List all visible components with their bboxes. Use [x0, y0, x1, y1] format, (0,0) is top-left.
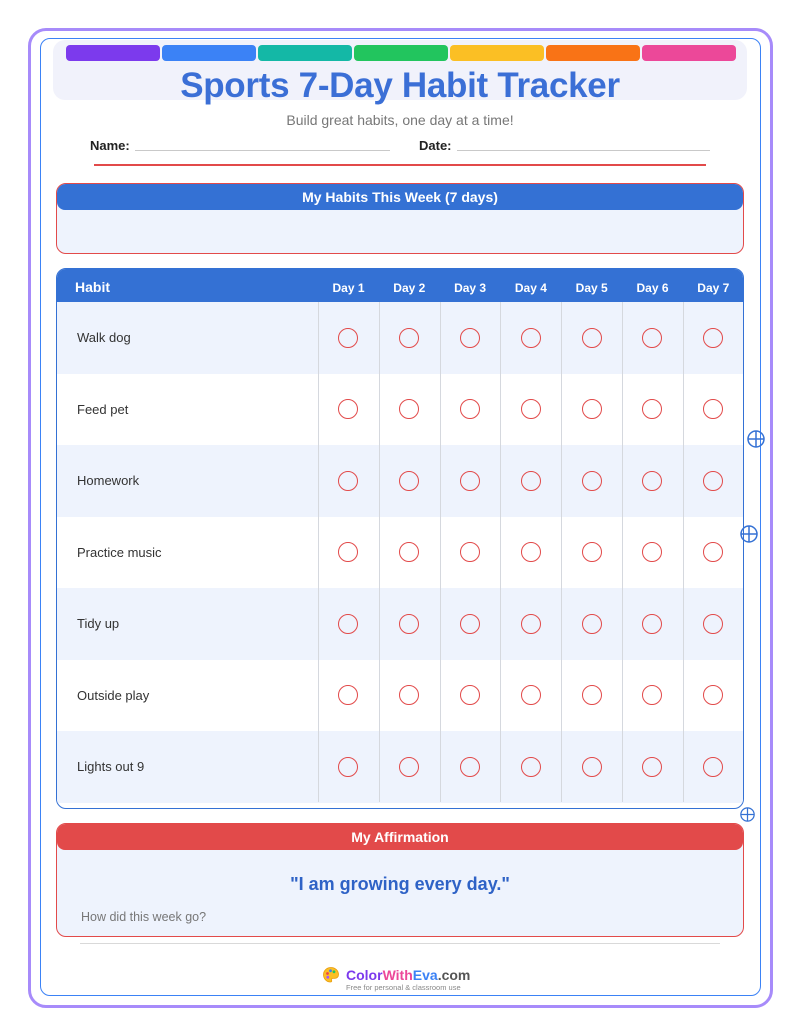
page-subtitle: Build great habits, one day at a time! — [286, 112, 514, 128]
color-stripe — [450, 45, 544, 61]
habit-checkbox[interactable] — [460, 399, 480, 419]
habit-checkbox[interactable] — [582, 685, 602, 705]
page-title: Sports 7-Day Habit Tracker — [180, 66, 620, 105]
habit-checkbox[interactable] — [338, 685, 358, 705]
add-circle-icon[interactable] — [740, 525, 758, 543]
habit-name: Walk dog — [77, 330, 131, 346]
column-divider — [561, 302, 562, 802]
habit-checkbox[interactable] — [460, 471, 480, 491]
habit-checkbox[interactable] — [703, 471, 723, 491]
habit-checkbox[interactable] — [338, 399, 358, 419]
habit-checkbox[interactable] — [399, 542, 419, 562]
habit-checkbox[interactable] — [338, 542, 358, 562]
color-stripe — [66, 45, 160, 61]
habit-checkbox[interactable] — [460, 328, 480, 348]
affirmation-box — [56, 823, 744, 937]
table-row — [57, 731, 743, 803]
affirmation-title: My Affirmation — [57, 824, 743, 850]
date-label: Date: — [419, 138, 452, 153]
table-header — [57, 269, 743, 302]
day-column-header: Day 3 — [454, 281, 487, 295]
habit-checkbox[interactable] — [642, 328, 662, 348]
day-column-header: Day 2 — [393, 281, 426, 295]
brand-tagline: Free for personal & classroom use — [346, 983, 461, 992]
habit-name: Feed pet — [77, 401, 129, 417]
habit-checkbox[interactable] — [582, 757, 602, 777]
habit-checkbox[interactable] — [521, 399, 541, 419]
brand-part: With — [382, 967, 413, 983]
habit-checkbox[interactable] — [460, 542, 480, 562]
habit-checkbox[interactable] — [703, 685, 723, 705]
habit-checkbox[interactable] — [703, 757, 723, 777]
habit-name: Outside play — [77, 687, 150, 703]
column-divider — [440, 302, 441, 802]
habit-checkbox[interactable] — [460, 685, 480, 705]
day-column-header: Day 7 — [697, 281, 730, 295]
habit-name: Tidy up — [77, 616, 120, 632]
habit-checkbox[interactable] — [521, 471, 541, 491]
habit-name: Homework — [77, 473, 140, 489]
habit-checkbox[interactable] — [582, 542, 602, 562]
habit-checkbox[interactable] — [338, 328, 358, 348]
day-column-header: Day 6 — [636, 281, 669, 295]
habit-name: Practice music — [77, 544, 162, 560]
table-row — [57, 302, 743, 374]
color-stripe — [162, 45, 256, 61]
add-circle-icon[interactable] — [740, 807, 755, 822]
date-field[interactable] — [457, 150, 710, 151]
affirmation-quote: "I am growing every day." — [290, 874, 510, 894]
habit-checkbox[interactable] — [399, 614, 419, 634]
column-divider — [379, 302, 380, 802]
color-stripe — [546, 45, 640, 61]
habit-checkbox[interactable] — [399, 471, 419, 491]
habit-checkbox[interactable] — [703, 399, 723, 419]
table-row — [57, 445, 743, 517]
color-stripe — [642, 45, 736, 61]
habit-checkbox[interactable] — [642, 685, 662, 705]
habit-checkbox[interactable] — [642, 471, 662, 491]
habit-checkbox[interactable] — [521, 328, 541, 348]
habit-checkbox[interactable] — [521, 685, 541, 705]
habit-checkbox[interactable] — [582, 399, 602, 419]
habit-checkbox[interactable] — [399, 399, 419, 419]
table-row — [57, 374, 743, 446]
habit-checkbox[interactable] — [642, 399, 662, 419]
name-label: Name: — [90, 138, 130, 153]
habit-checkbox[interactable] — [521, 757, 541, 777]
habit-checkbox[interactable] — [460, 614, 480, 634]
habit-checkbox[interactable] — [642, 542, 662, 562]
habit-checkbox[interactable] — [460, 757, 480, 777]
day-column-header: Day 4 — [514, 281, 547, 295]
habit-checkbox[interactable] — [703, 614, 723, 634]
habits-box-title: My Habits This Week (7 days) — [57, 184, 743, 210]
habit-checkbox[interactable] — [582, 614, 602, 634]
add-circle-icon[interactable] — [747, 430, 765, 448]
color-stripe — [354, 45, 448, 61]
habit-checkbox[interactable] — [582, 471, 602, 491]
habit-checkbox[interactable] — [642, 614, 662, 634]
color-stripe-bar — [66, 45, 736, 61]
column-divider — [318, 302, 319, 802]
brand-part: .com — [437, 967, 471, 983]
palette-icon — [322, 966, 340, 984]
habit-column-header: Habit — [75, 279, 110, 295]
habit-checkbox[interactable] — [642, 757, 662, 777]
brand-part: Eva — [412, 967, 438, 983]
habit-tracker-table — [56, 268, 744, 809]
day-column-header: Day 5 — [575, 281, 608, 295]
habit-checkbox[interactable] — [582, 328, 602, 348]
habit-checkbox[interactable] — [338, 471, 358, 491]
habit-checkbox[interactable] — [521, 614, 541, 634]
habit-name: Lights out 9 — [77, 759, 145, 775]
habits-this-week-box — [56, 183, 744, 254]
header-divider — [94, 164, 706, 166]
habit-checkbox[interactable] — [399, 328, 419, 348]
brand-footer — [322, 966, 470, 992]
color-stripe — [258, 45, 352, 61]
habit-checkbox[interactable] — [521, 542, 541, 562]
habit-checkbox[interactable] — [338, 757, 358, 777]
habit-checkbox[interactable] — [338, 614, 358, 634]
footer-divider — [80, 943, 720, 944]
table-row — [57, 660, 743, 732]
habit-checkbox[interactable] — [703, 328, 723, 348]
habit-checkbox[interactable] — [703, 542, 723, 562]
brand-name[interactable] — [346, 966, 470, 984]
table-row — [57, 588, 743, 660]
table-row — [57, 517, 743, 589]
column-divider — [622, 302, 623, 802]
name-field[interactable] — [135, 150, 390, 151]
column-divider — [500, 302, 501, 802]
habit-checkbox[interactable] — [399, 757, 419, 777]
column-divider — [683, 302, 684, 802]
habit-checkbox[interactable] — [399, 685, 419, 705]
reflection-prompt[interactable]: How did this week go? — [81, 910, 207, 924]
brand-part: Color — [346, 967, 383, 983]
day-column-header: Day 1 — [332, 281, 365, 295]
